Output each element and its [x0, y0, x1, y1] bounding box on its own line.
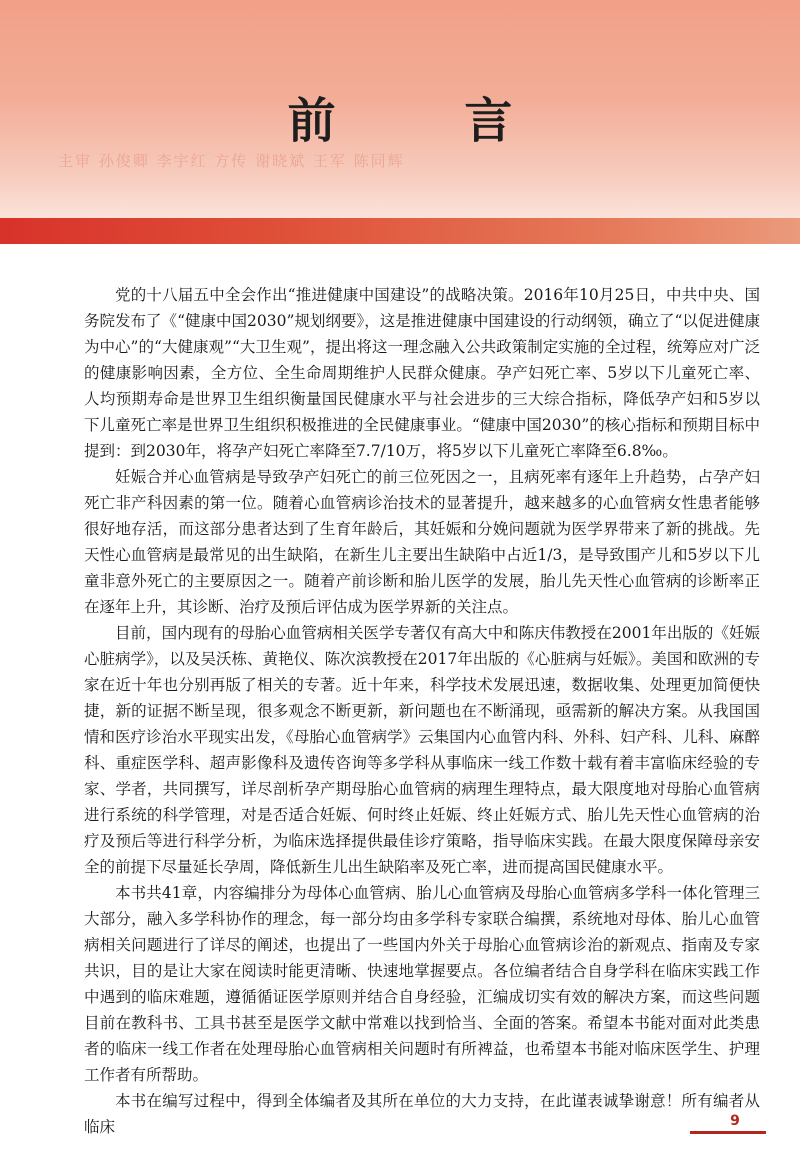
paragraph-3: 目前，国内现有的母胎心血管病相关医学专著仅有高大中和陈庆伟教授在2001年出版的《妊娠心脏病学》，以及吴沃栋、黄艳仪、陈次滨教授在2017年出版的《心脏病与妊娠》。美国和欧洲的专家在近十年也分别再版了相关的专著。近十年来，科学技术发展迅速，数据收集、处理更加简便快捷，新的证据不断呈现，很多观念不断更新，新问题也在不断涌现，亟需新的解决方案。从我国国情和医疗诊治水平现实出发，《母胎心血管病学》云集国内心血管内科、外科、妇产科、儿科、麻醉科、重症医学科、超声影像科及遗传咨询等多学科从事临床一线工作数十载有着丰富临床经验的专家、学者，共同撰写，详尽剖析孕产期母胎心血管病的病理生理特点，最大限度地对母胎心血管病进行系统的科学管理，对是否适合妊娠、何时终止妊娠、终止妊娠方式、胎儿先天性心血管病的治疗及预后等进行科学分析，为临床选择提供最佳诊疗策略，指导临床实践。在最大限度保障母亲安全的前提下尽量延长孕周，降低新生儿出生缺陷率及死亡率，进而提高国民健康水平。 [84, 624, 760, 876]
page-number-underline [690, 1131, 766, 1134]
paragraph-1: 党的十八届五中全会作出“推进健康中国建设”的战略决策。2016年10月25日，中共中央、国务院发布了《“健康中国2030”规划纲要》，这是推进健康中国建设的行动纲领，确立了“以促进健康为中心”的“大健康观”“大卫生观”，提出将这一理念融入公共政策制定实施的全过程，统筹应对广泛的健康影响因素，全方位、全生命周期维护人民群众健康。孕产妇死亡率、5岁以下儿童死亡率、人均预期寿命是世界卫生组织衡量国民健康水平与社会进步的三大综合指标，降低孕产妇和5岁以下儿童死亡率是世界卫生组织积极推进的全民健康事业。“健康中国2030”的核心指标和预期目标中提到：到2030年，将孕产妇死亡率降至7.7/10万，将5岁以下儿童死亡率降至6.8‰。 [84, 286, 760, 460]
paragraph-4: 本书共41章，内容编排分为母体心血管病、胎儿心血管病及母胎心血管病多学科一体化管理三大部分，融入多学科协作的理念，每一部分均由多学科专家联合编撰，系统地对母体、胎儿心血管病相关问题进行了详尽的阐述，也提出了一些国内外关于母胎心血管病诊治的新观点、指南及专家共识，目的是让大家在阅读时能更清晰、快速地掌握要点。各位编者结合自身学科在临床实践工作中遇到的临床难题，遵循循证医学原则并结合自身经验，汇编成切实有效的解决方案，而这些问题目前在教科书、工具书甚至是医学文献中常难以找到恰当、全面的答案。希望本书能对面对此类患者的临床一线工作者在处理母胎心血管病相关问题时有所裨益，也希望本书能对临床医学生、护理工作者有所帮助。 [84, 884, 760, 1084]
faint-background-text: 主审 孙俊卿 李宇红 方传 谢晓斌 王军 陈同辉 [58, 152, 405, 170]
paragraph-5: 本书在编写过程中，得到全体编者及其所在单位的大力支持，在此谨表诚挚谢意！所有编者从临床 [84, 1092, 760, 1136]
preface-body [84, 282, 760, 1140]
page-title: 前 言 [287, 93, 569, 149]
paragraph-2: 妊娠合并心血管病是导致孕产妇死亡的前三位死因之一，且病死率有逐年上升趋势，占孕产妇死亡非产科因素的第一位。随着心血管病诊治技术的显著提升，越来越多的心血管病女性患者能够很好地存活，而这部分患者达到了生育年龄后，其妊娠和分娩问题就为医学界带来了新的挑战。先天性心血管病是最常见的出生缺陷，在新生儿主要出生缺陷中占近1/3，是导致围产儿和5岁以下儿童非意外死亡的主要原因之一。随着产前诊断和胎儿医学的发展，胎儿先天性心血管病的诊断率正在逐年上升，其诊断、治疗及预后评估成为医学界新的关注点。 [84, 468, 760, 616]
accent-bar [0, 218, 800, 244]
page-number: 9 [730, 1113, 740, 1129]
